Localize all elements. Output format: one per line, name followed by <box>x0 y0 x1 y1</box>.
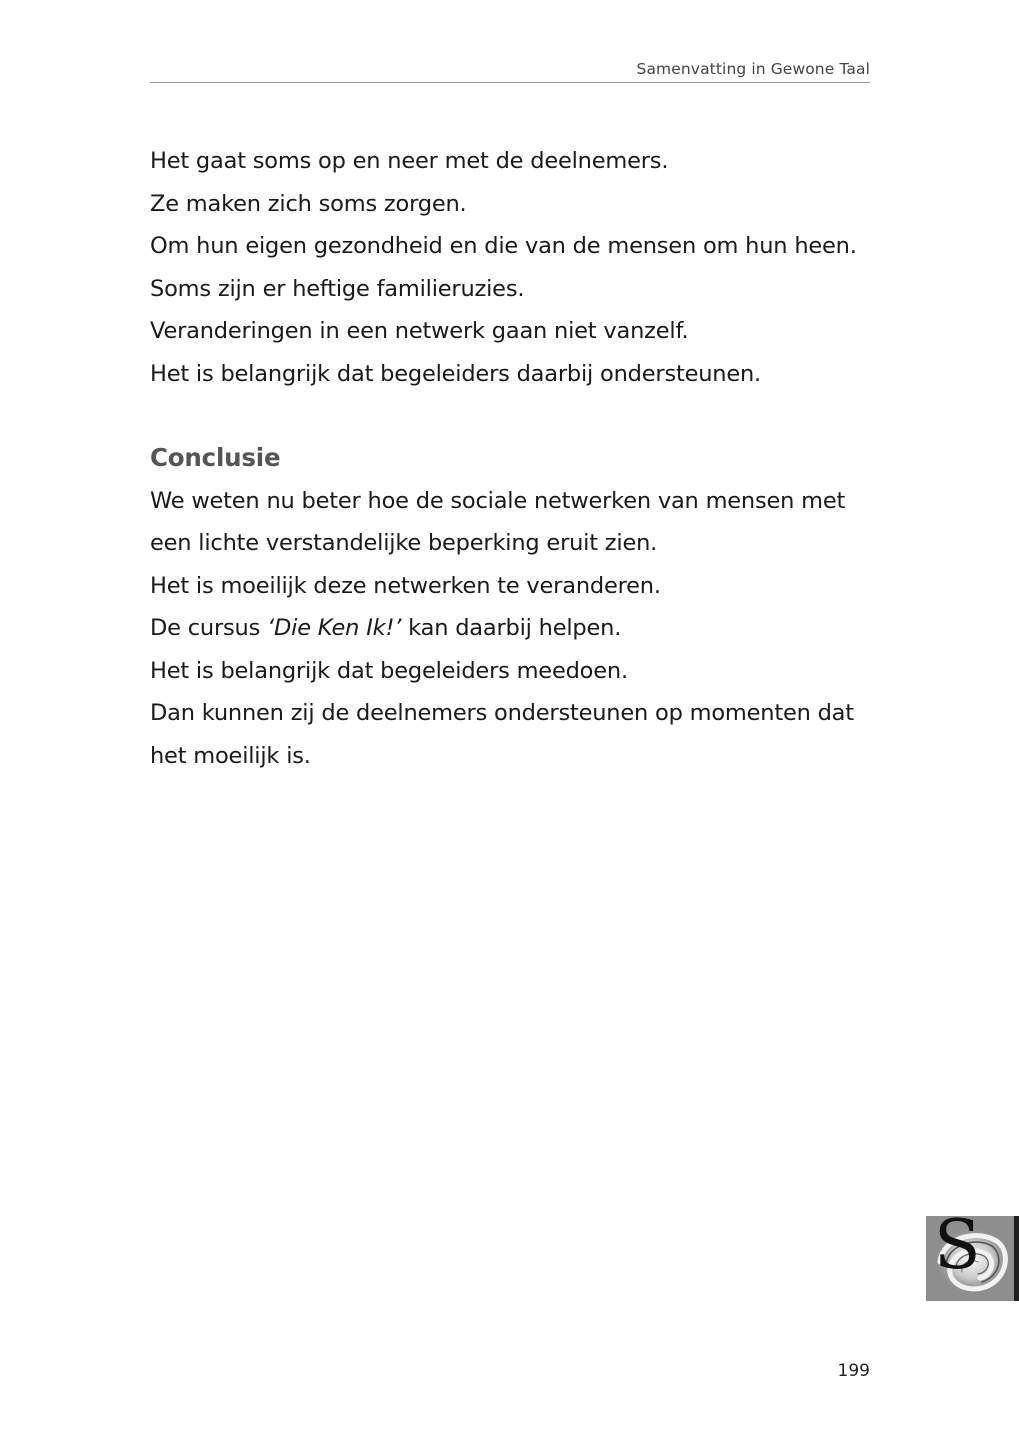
course-title: ‘Die Ken Ik!’ <box>267 615 402 641</box>
conclusion-heading: Conclusie <box>150 443 281 472</box>
paragraph-gap <box>150 395 870 437</box>
conclusion-line: het moeilijk is. <box>150 742 311 769</box>
conclusion-line-course <box>150 607 870 650</box>
course-prefix: De cursus <box>150 615 268 641</box>
conclusion-line: Het is belangrijk dat begeleiders meedoen. <box>150 657 628 684</box>
intro-line: Veranderingen in een netwerk gaan niet vanzelf. <box>150 318 689 344</box>
intro-line: Soms zijn er heftige familieruzies. <box>150 275 525 302</box>
section-letter: S <box>934 1216 981 1285</box>
running-header <box>150 60 870 83</box>
running-header-title: Samenvatting in Gewone Taal <box>636 60 870 78</box>
conclusion-line: Het is moeilijk deze netwerken te veranderen. <box>150 572 661 599</box>
section-tab-badge <box>926 1216 1019 1301</box>
intro-line: Ze maken zich soms zorgen. <box>150 190 467 217</box>
intro-line: Om hun eigen gezondheid en die van de mensen om hun heen. <box>150 233 857 259</box>
conclusion-line: Dan kunnen zij de deelnemers ondersteunen op momenten dat <box>150 700 854 726</box>
conclusion-line: We weten nu beter hoe de sociale netwerken van mensen met <box>150 487 846 514</box>
intro-line: Het is belangrijk dat begeleiders daarbij ondersteunen. <box>150 360 762 387</box>
tab-edge <box>1014 1216 1019 1301</box>
body-text <box>150 140 870 777</box>
course-suffix: kan daarbij helpen. <box>401 615 622 641</box>
conclusion-line: een lichte verstandelijke beperking eruit zien. <box>150 530 658 556</box>
page-number: 199 <box>837 1361 870 1381</box>
intro-line: Het gaat soms op en neer met de deelnemers. <box>150 148 669 174</box>
